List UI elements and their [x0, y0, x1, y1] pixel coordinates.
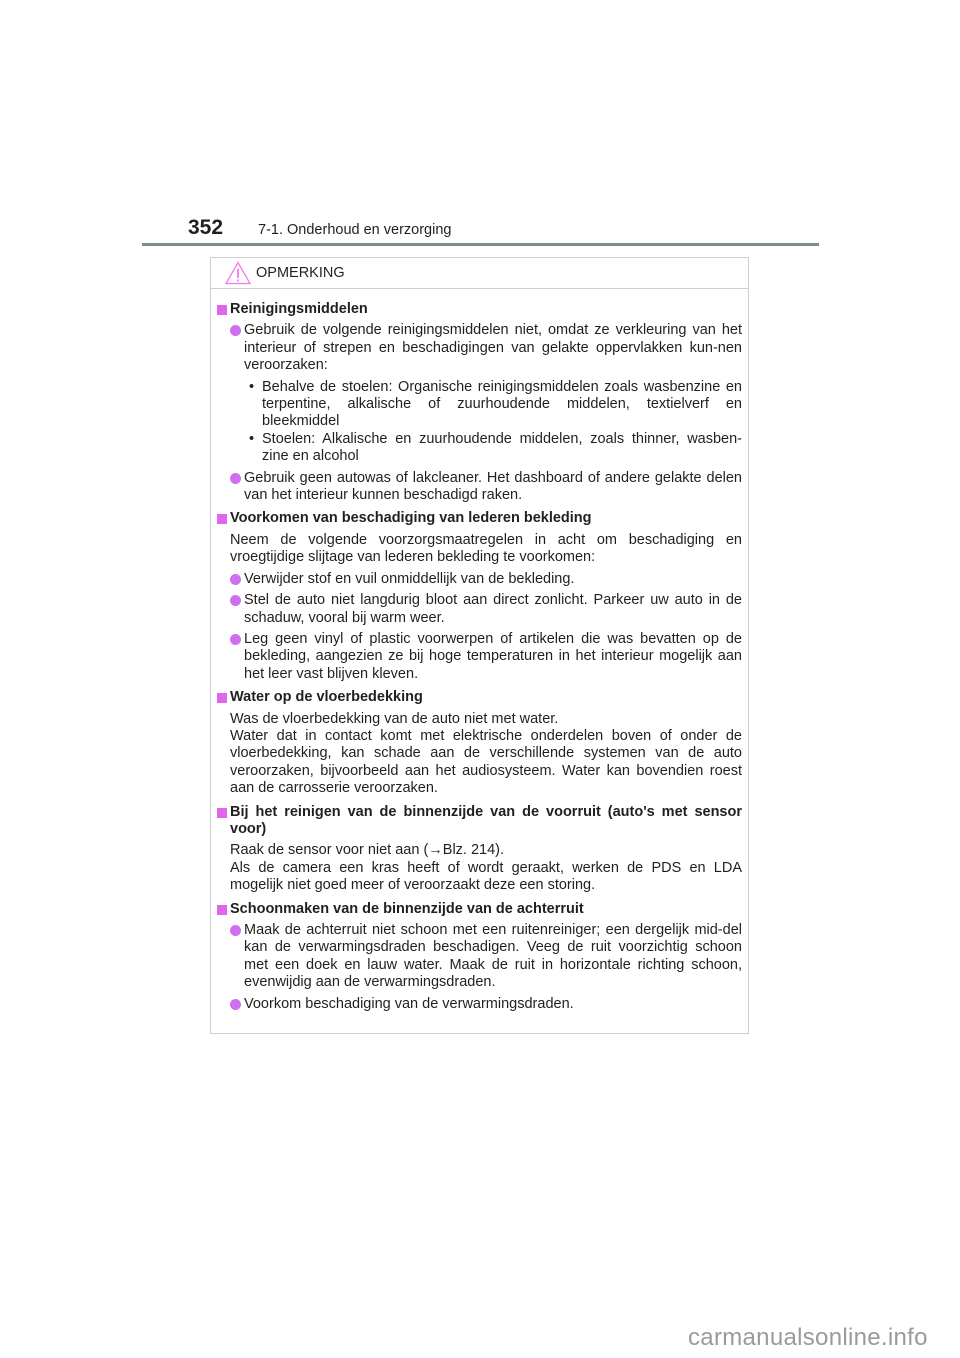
square-bullet-icon [217, 514, 227, 524]
square-bullet-icon [217, 305, 227, 315]
section-heading [217, 901, 742, 918]
paragraph: Raak de sensor voor niet aan (→Blz. 214). [230, 842, 505, 859]
section-heading [217, 804, 742, 839]
note-header [211, 258, 748, 289]
square-bullet-icon [217, 808, 227, 818]
paragraph: Was de vloerbedekking van de auto niet met water. [230, 710, 559, 727]
list-item-text: Gebruik geen autowas of lakcleaner. Het dashboard of andere gelakte delen van het interieur kunnen beschadigd raken. [244, 469, 742, 504]
section-title: 7-1. Onderhoud en verzorging [258, 222, 452, 238]
list-item [217, 322, 742, 374]
dot-marker: • [249, 430, 255, 447]
sub-list-item [217, 379, 742, 431]
heading-text: Water op de vloerbedekking [230, 689, 423, 706]
circle-bullet-icon [230, 473, 241, 484]
list-item-text: Gebruik de volgende reinigingsmiddelen niet, omdat ze verkleuring van het interieur of strepen en beschadigingen van gelakte oppervlakken kun-nen veroorzaken: [244, 322, 742, 374]
list-item [217, 996, 742, 1013]
list-item-text: Verwijder stof en vuil onmiddellijk van de bekleding. [244, 570, 575, 587]
sub-list-item [217, 431, 742, 466]
watermark: carmanualsonline.info [688, 1324, 928, 1351]
list-item [217, 571, 742, 588]
list-item [217, 592, 742, 627]
circle-bullet-icon [230, 634, 241, 645]
sub-list-item-text: Stoelen: Alkalische en zuurhoudende middelen, zoals thinner, wasben-zine en alcohol [262, 430, 742, 465]
circle-bullet-icon [230, 925, 241, 936]
page-number: 352 [188, 216, 224, 239]
section-heading [217, 510, 742, 527]
heading-text: Voorkomen van beschadiging van lederen bekleding [230, 510, 592, 527]
paragraph: Neem de volgende voorzorgsmaatregelen in acht om beschadiging en vroegtijdige slijtage van lederen bekleding te voorkomen: [230, 531, 742, 566]
note-title: OPMERKING [256, 265, 345, 281]
square-bullet-icon [217, 905, 227, 915]
header-rule [142, 243, 819, 246]
circle-bullet-icon [230, 325, 241, 336]
sub-list-item-text: Behalve de stoelen: Organische reinigingsmiddelen zoals wasbenzine en terpentine, alkalische of zuurhoudende middelen, textielverf en bleekmiddel [262, 378, 742, 430]
square-bullet-icon [217, 693, 227, 703]
circle-bullet-icon [230, 595, 241, 606]
section-heading [217, 301, 742, 318]
list-item [217, 470, 742, 505]
list-item-text: Stel de auto niet langdurig bloot aan direct zonlicht. Parkeer uw auto in de schaduw, vooral bij warm weer. [244, 592, 742, 626]
dot-marker: • [249, 378, 255, 395]
list-item [217, 631, 742, 683]
list-item-text: Voorkom beschadiging van de verwarmingsdraden. [244, 995, 574, 1012]
section-heading [217, 689, 742, 706]
heading-text: Reinigingsmiddelen [230, 301, 368, 317]
list-item [217, 922, 742, 992]
list-item-text: Maak de achterruit niet schoon met een ruitenreiniger; een dergelijk mid-del kan de verwarmingsdraden beschadigen. Veeg de ruit voorzichtig schoon met een doek en lauw water. Maak de ruit in horizontale richting schoon, evenwijdig aan de verwarmingsdraden. [244, 922, 742, 991]
paragraph: Als de camera een kras heeft of wordt geraakt, werken de PDS en LDA mogelijk niet goed meer of veroorzaakt deze een storing. [230, 859, 742, 894]
list-item-text: Leg geen vinyl of plastic voorwerpen of artikelen die was bevatten op de bekleding, aangezien ze bij hoge temperaturen in het interieur mogelijk aan het leer vast blijven kleven. [244, 630, 742, 682]
note-content [211, 289, 748, 1013]
note-box [210, 257, 749, 1034]
circle-bullet-icon [230, 999, 241, 1010]
circle-bullet-icon [230, 574, 241, 585]
heading-text: Bij het reinigen van de binnenzijde van de voorruit (auto's met sensor voor) [230, 803, 742, 837]
warning-triangle-icon [225, 261, 251, 285]
paragraph: Water dat in contact komt met elektrische onderdelen boven of onder de vloerbedekking, kan schade aan de verschillende systemen van de auto veroorzaken, bijvoorbeeld aan het audiosysteem. Water kan bovendien roest aan de carrosserie veroorzaken. [230, 727, 742, 797]
heading-text: Schoonmaken van de binnenzijde van de achterruit [230, 900, 584, 917]
